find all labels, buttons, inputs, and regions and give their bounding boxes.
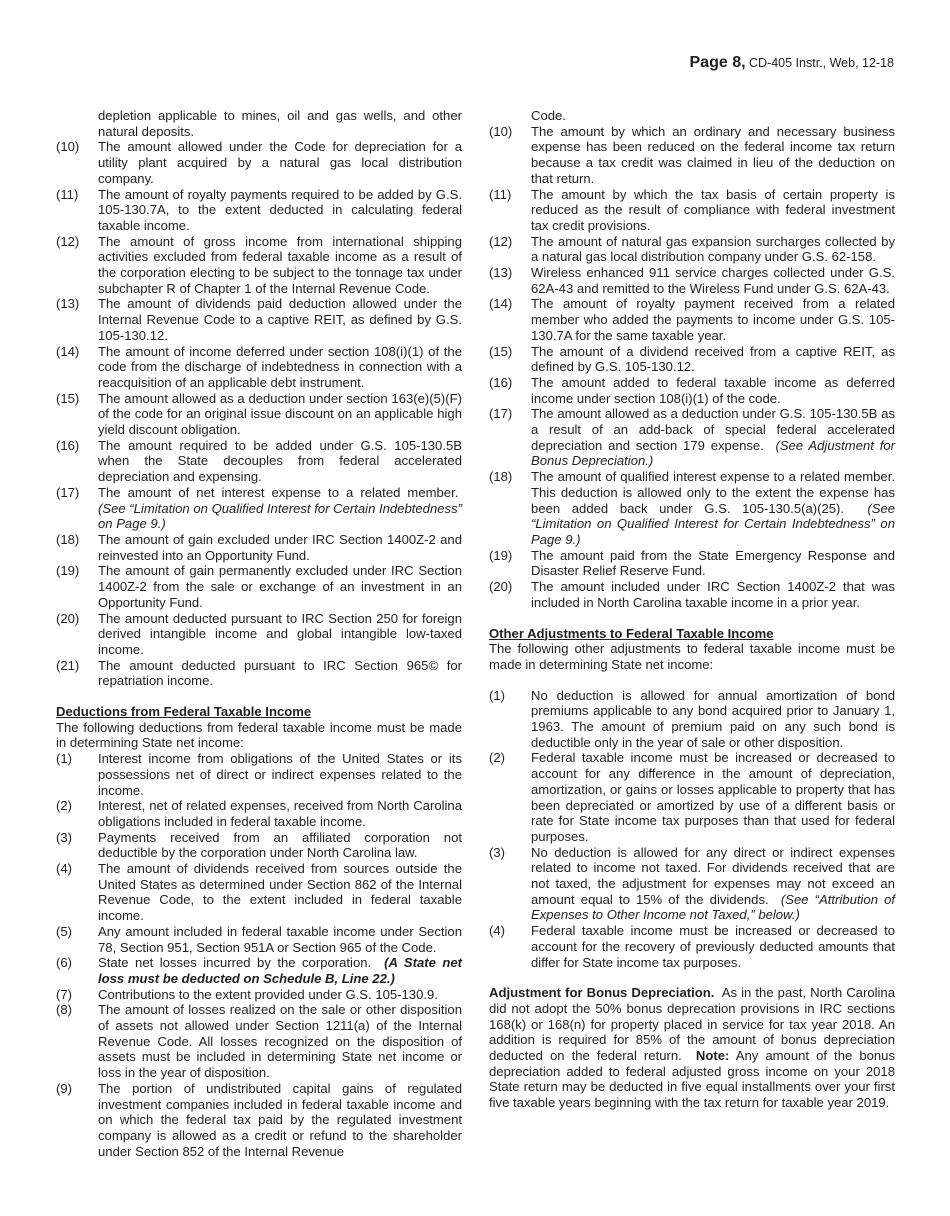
item-text bbox=[98, 798, 462, 829]
item-body: The amount allowed as a deduction under section 163(e)(5)(F) of the code for an original issue discount on an applicable high yield discount obligation. bbox=[98, 390, 462, 438]
item-number: (2) bbox=[56, 798, 73, 814]
item-body: The amount of royalty payments required to be added by G.S. 105-130.7A, to the extent deducted in calculating federal taxable income. bbox=[98, 186, 462, 233]
deductions-list bbox=[56, 751, 462, 1159]
item-body: Payments received from an affiliated corporation not deductible by the corporation under North Carolina law. bbox=[98, 829, 462, 861]
item-number: (1) bbox=[56, 751, 73, 767]
right-column bbox=[489, 108, 895, 1111]
item-text bbox=[98, 234, 462, 297]
list-item bbox=[56, 987, 462, 1003]
item-text bbox=[531, 579, 895, 610]
item-number: (11) bbox=[56, 186, 79, 202]
item-number: (17) bbox=[56, 484, 80, 500]
deductions-heading: Deductions from Federal Taxable Income bbox=[56, 704, 312, 720]
bonus-text: As in the past, North Carolina did not adopt the 50% bonus deprecation provisions in IRC sections 168(k) or 168(n) for property placed in service for tax year 2018. An addition is required for 85% of the amount of bonus depreciation deducted on the federal return. bbox=[489, 985, 895, 1064]
item-body: Federal taxable income must be increased or decreased to account for the recovery of previously deducted amounts that differ for State income tax purposes. bbox=[531, 923, 895, 970]
item-body: The amount required to be added under G.S. 105-130.5B when the State decouples from federal accelerated depreciation and expensing. bbox=[98, 437, 462, 485]
item-body: The amount deducted pursuant to IRC Section 965© for repatriation income. bbox=[98, 657, 462, 689]
item-number: (3) bbox=[56, 829, 73, 845]
item-text bbox=[98, 391, 462, 438]
list-item bbox=[489, 750, 895, 844]
item-body: The amount allowed as a deduction under G.S. 105-130.5B as a result of an add-back of special federal accelerated depreciation and section 179 expense. bbox=[531, 406, 895, 453]
item-number: (1) bbox=[489, 687, 506, 703]
item-number: (5) bbox=[56, 923, 73, 939]
item-body: The amount added to federal taxable income as deferred income under section 108(i)(1) of the code. bbox=[531, 374, 895, 406]
item-body: No deduction is allowed for any direct or indirect expenses related to income not taxed. For dividends received that are not taxed, the adjustment for expenses may not exceed an amount equal to 15% of the dividends. bbox=[531, 844, 895, 907]
item-text bbox=[98, 611, 462, 658]
item-number: (12) bbox=[489, 233, 513, 249]
item-text bbox=[531, 234, 895, 265]
item-body: The portion of undistributed capital gains of regulated investment companies included in federal taxable income and on which the federal tax paid by the regulated investment company is allowed as a credit or refund to the shareholder under Section 852 of the Internal Revenue bbox=[98, 1080, 462, 1159]
list-item bbox=[489, 548, 895, 579]
item-number: (9) bbox=[56, 1080, 73, 1096]
item-body: The amount by which the tax basis of certain property is reduced as the result of compliance with federal investment tax credit provisions. bbox=[531, 186, 895, 233]
list-item bbox=[56, 1081, 462, 1160]
list-item bbox=[56, 751, 462, 798]
item-text bbox=[98, 485, 462, 532]
item-body: The amount paid from the State Emergency Response and Disaster Relief Reserve Fund. bbox=[531, 547, 895, 579]
item-text bbox=[98, 139, 462, 186]
item-reference: (See “Limitation on Qualified Interest for Certain Indebtedness” on Page 9.) bbox=[98, 500, 462, 532]
list-item bbox=[489, 296, 895, 343]
item-body: The amount included under IRC Section 1400Z-2 that was included in North Carolina taxable income in a prior year. bbox=[531, 579, 895, 610]
item-text bbox=[531, 845, 895, 924]
list-item bbox=[489, 845, 895, 924]
page-header bbox=[690, 54, 895, 72]
item-text bbox=[98, 955, 462, 986]
item-text bbox=[531, 375, 895, 406]
list-item bbox=[489, 923, 895, 970]
item-text bbox=[531, 296, 895, 343]
other-adjustments-list bbox=[489, 688, 895, 971]
item-body: The amount of income deferred under section 108(i)(1) of the code from the discharge of indebtedness in connection with a reacquisition of an applicable debt instrument. bbox=[98, 343, 462, 390]
item-body: The amount of gross income from international shipping activities excluded from federal taxable income as a result of the corporation electing to be subject to the tonnage tax under subchapter R of Chapter 1 of the Internal Revenue Code. bbox=[98, 233, 462, 296]
item-text bbox=[98, 563, 462, 610]
item-number: (19) bbox=[489, 547, 513, 563]
item-body: The amount by which an ordinary and necessary business expense has been reduced on the federal income tax return because a tax credit was claimed in lieu of the deduction on that return. bbox=[531, 123, 895, 186]
item-text bbox=[531, 187, 895, 234]
list-item bbox=[56, 830, 462, 861]
item-text bbox=[531, 548, 895, 579]
item-number: (13) bbox=[56, 296, 80, 312]
item-body: The amount of a dividend received from a captive REIT, as defined by G.S. 105-130.12. bbox=[531, 343, 895, 375]
bonus-note-label: Note: bbox=[695, 1048, 730, 1064]
item-number: (18) bbox=[56, 531, 80, 547]
item-text bbox=[98, 861, 462, 924]
item-body: The amount of natural gas expansion surcharges collected by a natural gas local distribution company under G.S. 62-158. bbox=[531, 233, 895, 265]
list-item bbox=[56, 861, 462, 924]
item-number: (12) bbox=[56, 233, 80, 249]
item-number: (4) bbox=[56, 861, 73, 877]
list-item bbox=[56, 485, 462, 532]
list-item bbox=[489, 187, 895, 234]
list-item bbox=[56, 438, 462, 485]
item-number: (7) bbox=[56, 986, 73, 1002]
item-number: (20) bbox=[489, 579, 513, 595]
list-item bbox=[56, 139, 462, 186]
item-text bbox=[98, 1081, 462, 1160]
item-number: (18) bbox=[489, 469, 513, 485]
list-item bbox=[56, 391, 462, 438]
list-item bbox=[489, 406, 895, 469]
item-text bbox=[98, 830, 462, 861]
list-item bbox=[489, 579, 895, 610]
left-continuation: depletion applicable to mines, oil and gas wells, and other natural deposits. bbox=[98, 108, 462, 139]
item-text bbox=[98, 344, 462, 391]
item-text bbox=[531, 124, 895, 187]
item-reference: (See “Attribution of Expenses to Other Income not Taxed,” below.) bbox=[531, 891, 896, 923]
list-item bbox=[56, 187, 462, 234]
item-text bbox=[531, 750, 895, 844]
list-item bbox=[489, 375, 895, 406]
bonus-heading: Adjustment for Bonus Depreciation. bbox=[489, 985, 715, 1001]
bonus-depreciation-paragraph bbox=[489, 985, 895, 1111]
item-reference: (See “Limitation on Qualified Interest for Certain Indebtedness” on Page 9.) bbox=[531, 500, 896, 547]
deductions-list-continued bbox=[489, 124, 895, 611]
list-item bbox=[489, 234, 895, 265]
list-item bbox=[56, 344, 462, 391]
item-text bbox=[98, 532, 462, 563]
list-item bbox=[489, 344, 895, 375]
item-number: (3) bbox=[489, 844, 506, 860]
item-text bbox=[98, 296, 462, 343]
list-item bbox=[56, 611, 462, 658]
item-body: The amount of gain excluded under IRC Section 1400Z-2 and reinvested into an Opportunity Fund. bbox=[98, 531, 462, 563]
item-body: The amount of net interest expense to a related member. bbox=[98, 484, 459, 500]
item-text bbox=[98, 187, 462, 234]
item-body: The amount allowed under the Code for depreciation for a utility plant acquired by a natural gas local distribution company. bbox=[98, 139, 462, 186]
item-body: Interest income from obligations of the United States or its possessions net of direct or indirect expenses related to the income. bbox=[98, 751, 462, 798]
item-text bbox=[531, 923, 895, 970]
item-body: The amount of gain permanently excluded under IRC Section 1400Z-2 from the sale or exchange of an investment in an Opportunity Fund. bbox=[98, 563, 462, 610]
item-number: (21) bbox=[56, 657, 80, 673]
other-adjustments-heading: Other Adjustments to Federal Taxable Income bbox=[489, 625, 774, 641]
list-item bbox=[489, 124, 895, 187]
list-item bbox=[489, 469, 895, 548]
item-body: No deduction is allowed for annual amortization of bond premiums applicable to any bond acquired prior to January 1, 1963. The amount of premium paid on any such bond is deductible only in the year of sale or other disposition. bbox=[531, 687, 895, 750]
item-number: (4) bbox=[489, 923, 506, 939]
item-number: (20) bbox=[56, 610, 80, 626]
list-item bbox=[56, 1002, 462, 1081]
item-number: (2) bbox=[489, 750, 506, 766]
item-number: (14) bbox=[56, 343, 80, 359]
form-id: CD-405 Instr., Web, 12-18 bbox=[749, 56, 894, 70]
item-body: The amount of qualified interest expense to a related member. This deduction is allowed only to the extent the expense has been added back under G.S. 105-130.5(a)(25). bbox=[531, 469, 895, 516]
item-text bbox=[98, 751, 462, 798]
item-number: (17) bbox=[489, 406, 513, 422]
list-item bbox=[489, 265, 895, 296]
list-item bbox=[56, 658, 462, 689]
item-number: (6) bbox=[56, 955, 73, 971]
item-text bbox=[98, 658, 462, 689]
item-body: Interest, net of related expenses, received from North Carolina obligations included in federal taxable income. bbox=[98, 798, 462, 829]
item-text bbox=[531, 688, 895, 751]
item-text bbox=[531, 265, 895, 296]
item-body: The amount of losses realized on the sale or other disposition of assets not allowed under Section 1211(a) of the Internal Revenue Code. All losses recognized on the disposition of assets must be included in determining State net income or loss in the year of disposition. bbox=[98, 1002, 462, 1081]
item-number: (16) bbox=[489, 374, 513, 390]
deductions-intro: The following deductions from federal taxable income must be made in determining State net income: bbox=[56, 719, 462, 751]
item-body: Wireless enhanced 911 service charges collected under G.S. 62A-43 and remitted to the Wireless Fund under G.S. 62A-43. bbox=[531, 265, 895, 296]
item-text bbox=[98, 1002, 462, 1081]
item-body: Contributions to the extent provided under G.S. 105-130.9. bbox=[98, 986, 438, 1002]
item-text bbox=[531, 406, 895, 469]
list-item bbox=[56, 798, 462, 829]
item-body: The amount of dividends paid deduction allowed under the Internal Revenue Code to a captive REIT, as defined by G.S. 105-130.12. bbox=[98, 296, 462, 343]
list-item bbox=[56, 234, 462, 297]
additions-list bbox=[56, 139, 462, 689]
item-body: The amount of dividends received from sources outside the United States as determined under Section 862 of the Internal Revenue Code, to the extent included in federal taxable income. bbox=[98, 861, 462, 924]
item-number: (11) bbox=[489, 186, 512, 202]
item-number: (15) bbox=[56, 390, 80, 406]
item-body: Federal taxable income must be increased or decreased to account for any difference in the amount of depreciation, amortization, or gains or losses applicable to property that has been depreciated or amortized by use of a different basis or rate for State income tax purposes than that used for federal purposes. bbox=[531, 750, 895, 844]
item-text bbox=[531, 344, 895, 375]
left-column bbox=[56, 108, 462, 1159]
list-item bbox=[56, 924, 462, 955]
item-number: (10) bbox=[56, 139, 80, 155]
right-continuation: Code. bbox=[531, 108, 566, 123]
item-number: (8) bbox=[56, 1002, 73, 1018]
bonus-note-text: Any amount of the bonus depreciation added to federal adjusted gross income on your 2018 State return may be deducted in five equal installments over your first five taxable years beginning with the tax return for taxable year 2019. bbox=[489, 1048, 895, 1111]
item-number: (16) bbox=[56, 437, 80, 453]
item-body: State net losses incurred by the corporation. bbox=[98, 955, 372, 971]
list-item bbox=[489, 688, 895, 751]
item-body: The amount of royalty payment received from a related member who added the payments to income under G.S. 105-130.7A for the same taxable year. bbox=[531, 296, 895, 343]
item-text bbox=[98, 987, 462, 1003]
page-number: Page 8, bbox=[689, 54, 746, 71]
item-number: (19) bbox=[56, 563, 80, 579]
other-adjustments-intro: The following other adjustments to federal taxable income must be made in determining State net income: bbox=[489, 641, 895, 672]
item-number: (14) bbox=[489, 296, 513, 312]
item-emphasis: (A State net loss must be deducted on Schedule B, Line 22.) bbox=[98, 955, 463, 986]
item-body: The amount deducted pursuant to IRC Section 250 for foreign derived intangible income and global intangible low-taxed income. bbox=[98, 610, 462, 657]
item-text bbox=[531, 469, 895, 548]
item-number: (10) bbox=[489, 123, 513, 139]
item-number: (13) bbox=[489, 265, 513, 281]
item-reference: (See Adjustment for Bonus Depreciation.) bbox=[531, 437, 895, 469]
item-text bbox=[98, 438, 462, 485]
list-item bbox=[56, 532, 462, 563]
list-item bbox=[56, 955, 462, 986]
list-item bbox=[56, 563, 462, 610]
list-item bbox=[56, 296, 462, 343]
item-body: Any amount included in federal taxable income under Section 78, Section 951, Section 951A or Section 965 of the Code. bbox=[98, 923, 462, 955]
item-number: (15) bbox=[489, 343, 513, 359]
item-text bbox=[98, 924, 462, 955]
